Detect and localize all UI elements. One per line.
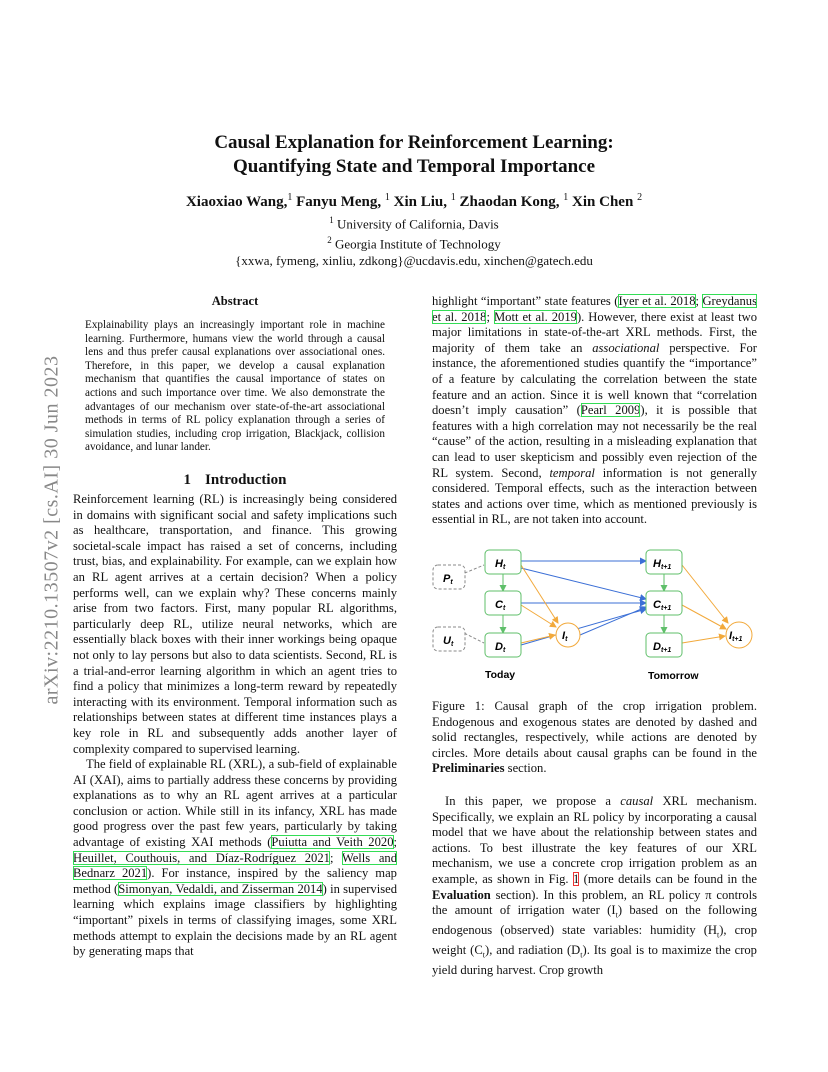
citation-link[interactable]: Wells and Bednarz 2021	[73, 850, 398, 881]
text-run: ). For instance, inspired by the saliency map method (	[73, 866, 397, 896]
author-name: Xin Chen	[572, 194, 638, 210]
affiliation-line	[0, 212, 828, 232]
emphasis: associational	[592, 340, 660, 355]
text-run: In this paper, we propose a	[445, 794, 621, 808]
figure-ref-link[interactable]: 1	[572, 871, 580, 886]
subscript: t	[580, 950, 583, 960]
bold-text: Preliminaries	[432, 761, 505, 776]
citation-link[interactable]: Greydanus et al. 2018	[432, 294, 757, 324]
author-name: Xiaoxiao Wang,	[185, 194, 288, 210]
text-run: perspective. For instance, the aforementioned studies quantify the “importance” of a feature by calculating the correlation between the state feature and an action. Since it is well known that “correlation doesn’t imply causation” (	[432, 340, 757, 418]
text-run: ). However, there exist at least two major limitations in state-of-the-art XRL methods. First, the majority of them take an	[432, 309, 757, 355]
right-column-top	[432, 294, 757, 528]
edge-orange	[521, 635, 555, 643]
affil-sup: 2	[327, 235, 332, 246]
edge-blue	[521, 609, 646, 645]
text-run: (more details can be found in the	[579, 871, 757, 886]
abstract-heading: Abstract	[211, 294, 259, 308]
text-run: highlight “important” state features (	[432, 294, 619, 308]
author-name: Zhaodan Kong,	[459, 194, 564, 210]
author-affil-sup: 1	[450, 192, 456, 203]
text-run: XRL mechanism. Specifically, we explain an RL policy by incorporating a causal model that we have about the relationship between states and actions. To best illustrate the key features of our XRL mechanism, we use a concrete crop irrigation problem as an example, as shown in Fig.	[432, 794, 757, 886]
affiliation-block	[0, 212, 828, 269]
author-affil-sup: 2	[637, 192, 643, 203]
bold-text: Evaluation	[432, 887, 491, 902]
node-label: Dt	[495, 641, 506, 654]
edge-orange	[682, 636, 725, 643]
text-run: ) based on the following endogenous (observed) state variables: humidity (H	[432, 903, 757, 938]
label-tomorrow: Tomorrow	[648, 670, 699, 682]
author-affil-sup: 1	[287, 192, 293, 203]
section-heading	[73, 472, 397, 489]
causal-graph-figure	[428, 543, 758, 683]
edge-orange	[521, 565, 558, 623]
left-column-body	[73, 492, 397, 960]
subscript: t	[717, 930, 720, 940]
text-run: ). Its goal is to maximize the crop yield during harvest. Crop growth	[432, 943, 757, 978]
email-line: {xxwa, fymeng, xinliu, zdkong}@ucdavis.edu, xinchen@gatech.edu	[235, 252, 593, 268]
author-name: Xin Liu,	[393, 194, 451, 210]
intro-paragraph-3	[432, 294, 757, 528]
node-label: It+1	[729, 630, 743, 643]
citation-link[interactable]: Puiutta and Veith 2020	[271, 835, 394, 850]
section-number: 1	[183, 472, 192, 488]
citation-link[interactable]: Mott et al. 2019	[493, 309, 577, 324]
author-affil-sup: 1	[384, 192, 390, 203]
node-label: Ht	[495, 558, 506, 571]
paper-title	[0, 131, 828, 179]
text-run: ), it is possible that features with a high correlation may not necessarily be the real “cause” of the action, resulting in a misleading explanation that can lead to user skepticism and possibly even rejection of the RL system. Second,	[432, 403, 757, 480]
text-run: section.	[504, 761, 547, 776]
section-title: Introduction	[205, 472, 287, 488]
affiliation-line	[0, 232, 828, 252]
text-run: The field of explainable RL (XRL), a sub-field of explainable AI (XAI), aims to partially address these concerns by providing explanations as to why an RL agent arrives at a particular conclusion or action. While still in its infancy, XRL has made good progress over the past few years, particularly by taking advantage of existing XAI methods (	[73, 757, 397, 850]
text-run: section). In this problem, an RL policy π controls the amount of irrigation water (I	[432, 887, 757, 918]
citation-link[interactable]: Iyer et al. 2018	[618, 294, 696, 308]
node-label: Pt	[443, 573, 453, 586]
author-affil-sup: 1	[563, 192, 569, 203]
text-run: Figure 1: Causal graph of the crop irrigation problem. Endogenous and exogenous states are denoted by dashed and solid rectangles, respectively, while actions are denoted by circles. More details about causal graphs can be found in the	[432, 699, 757, 760]
text-run: ;	[695, 294, 703, 308]
node-label: Ut	[443, 635, 454, 648]
edge-orange	[682, 605, 726, 629]
node-label: It	[562, 630, 568, 643]
intro-paragraph-2	[73, 757, 397, 960]
edge-orange	[521, 605, 556, 627]
title-line-2: Quantifying State and Temporal Importance	[232, 156, 596, 177]
affil-sup: 1	[329, 215, 334, 225]
node-label: Dt+1	[653, 641, 672, 654]
text-run: information is not generally considered. Temporal effects, such as the interaction between states and actions over time, which as mentioned previously is essential in RL, are not taken into account.	[432, 465, 757, 527]
node-label: Ht+1	[653, 558, 672, 571]
node-I-t	[556, 623, 580, 647]
text-run: ;	[393, 835, 397, 850]
citation-link[interactable]: Pearl 2009	[580, 403, 641, 418]
node-label: Ct+1	[653, 599, 672, 612]
node-label: Ct	[495, 599, 506, 612]
figure-caption	[432, 699, 757, 777]
edge-blue	[580, 607, 646, 635]
abstract-text: Explainability plays an increasingly important role in machine learning. Furthermore, humans view the world through a causal lens and thus prefer causal explanations over associational ones. Therefore, in this paper, we develop a causal explanation mechanism that quantifies the causal importance of states on actions and such importance over time. We also demonstrate the advantages of our mechanism over state-of-the-art associational methods in terms of RL policy explanation through a series of simulation studies, including crop irrigation, Blackjack, collision avoidance, and lunar lander.	[85, 319, 385, 454]
affil-text: Georgia Institute of Technology	[334, 236, 501, 252]
citation-link[interactable]: Simonyan, Vedaldi, and Zisserman 2014	[118, 881, 323, 896]
label-today: Today	[485, 669, 516, 681]
emphasis: temporal	[549, 465, 595, 480]
text-run: ), and radiation (D	[485, 943, 581, 958]
text-run: ), crop weight (C	[432, 923, 757, 958]
author-name: Fanyu Meng,	[296, 194, 385, 210]
text-run: ;	[329, 850, 342, 865]
citation-link[interactable]: Heuillet, Couthouis, and Díaz-Rodríguez 2021	[73, 850, 330, 865]
title-line-1: Causal Explanation for Reinforcement Learning:	[214, 132, 614, 153]
subscript: t	[482, 950, 485, 960]
emphasis: causal	[620, 794, 654, 808]
subscript: t	[615, 910, 618, 920]
edge-orange	[682, 565, 728, 623]
right-column-bottom	[432, 794, 757, 979]
intro-paragraph-1: Reinforcement learning (RL) is increasingly being considered in domains with significant social and safety implications such as healthcare, transportation, and finance. This growing societal-scale impact has raised a set of concerns, including trust, bias, and explainability. For example, can we explain how an RL agent arrives at a certain decision? When a policy performs well, can we explain why? These concerns mainly arise from two factors. First, many popular RL algorithms, particularly deep RL, utilize neural networks, which are essentially black boxes with their inner workings being opaque not only to lay persons but also to data scientists. Second, RL is a trial-and-error learning algorithm in which an agent tries to find a policy that minimizes a long-term reward by repeatedly interacting with its environment. Temporal information such as relationships between states at different time instances plays a key role in RL and subsequently adds another layer of complexity compared to supervised learning.	[73, 492, 397, 756]
text-run: ) in supervised learning which explains image classifiers by highlighting “important” pixels in terms of classifying images, some XRL methods attempt to explain the decisions made by an RL agent by generating maps that	[73, 881, 397, 959]
arxiv-identifier: arXiv:2210.13507v2 [cs.AI] 30 Jun 2023	[40, 355, 63, 705]
intro-paragraph-4	[432, 794, 757, 979]
text-run: ;	[486, 309, 494, 324]
affil-text: University of California, Davis	[337, 216, 499, 232]
arxiv-sidebar	[40, 300, 64, 760]
author-list	[0, 188, 828, 212]
